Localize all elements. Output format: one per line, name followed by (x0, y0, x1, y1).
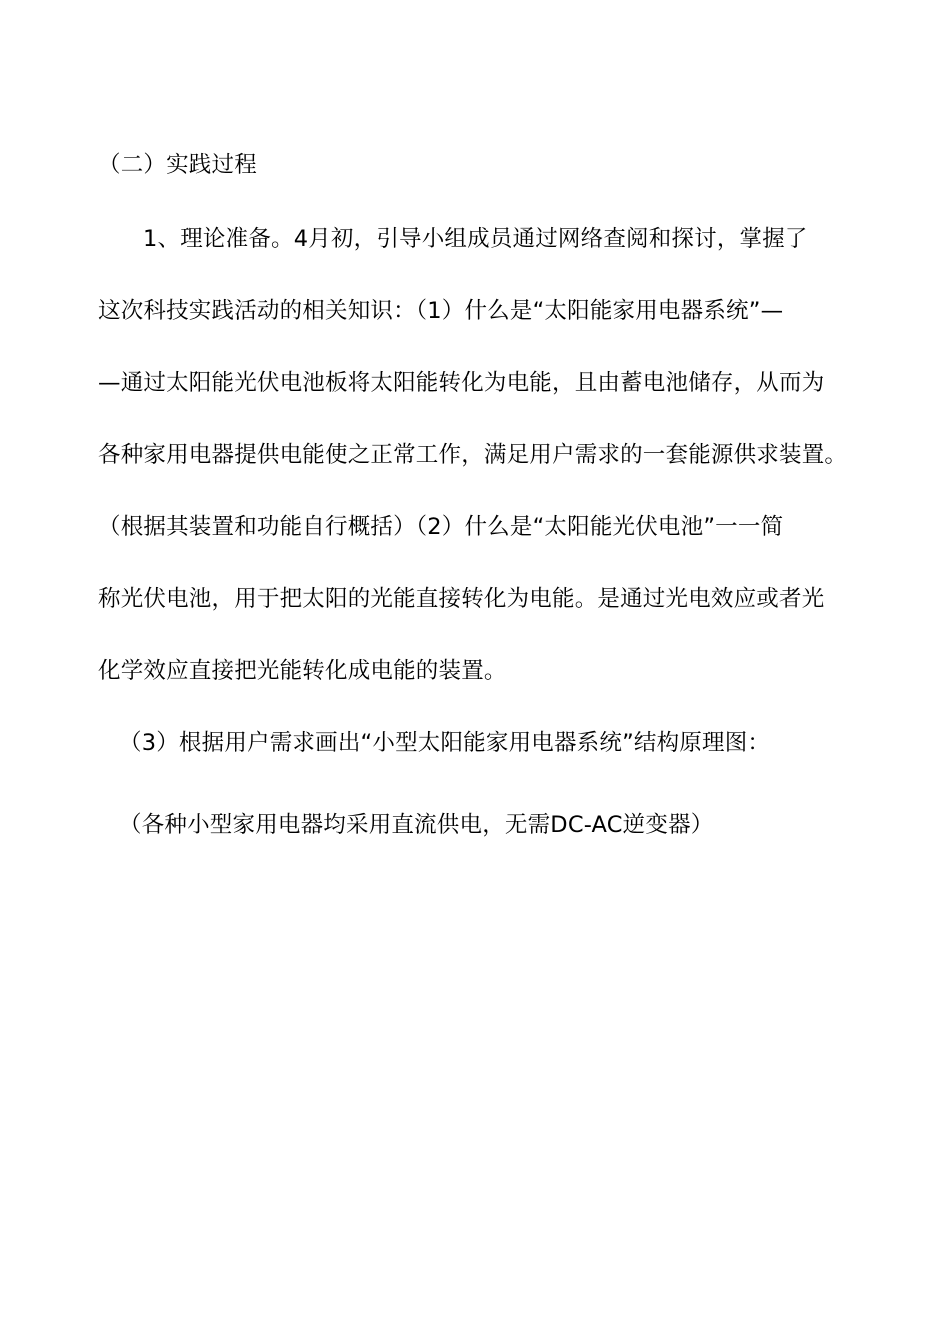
paragraph-line-6: 称光伏电池，用于把太阳的光能直接转化为电能。是通过光电效应或者光 (98, 586, 825, 612)
paragraph-line-5: （根据其装置和功能自行概括）（2）什么是“太阳能光伏电池”一一简 (98, 514, 784, 540)
item-3-line: （3）根据用户需求画出“小型太阳能家用电器系统”结构原理图： (119, 730, 771, 756)
paragraph-line-7: 化学效应直接把光能转化成电能的装置。 (98, 658, 507, 684)
paragraph-line-1: 1、理论准备。4月初，引导小组成员通过网络查阅和探讨，掌握了 (143, 226, 808, 252)
paragraph-line-4: 各种家用电器提供电能使之正常工作，满足用户需求的一套能源供求装置。 (98, 442, 848, 468)
note-line: （各种小型家用电器均采用直流供电，无需DC-AC逆变器） (119, 812, 714, 838)
section-heading: （二）实践过程 (98, 152, 257, 178)
paragraph-line-2: 这次科技实践活动的相关知识：（1）什么是“太阳能家用电器系统”— (98, 298, 784, 324)
paragraph-line-3: —通过太阳能光伏电池板将太阳能转化为电能，且由蓄电池储存，从而为 (98, 370, 825, 396)
